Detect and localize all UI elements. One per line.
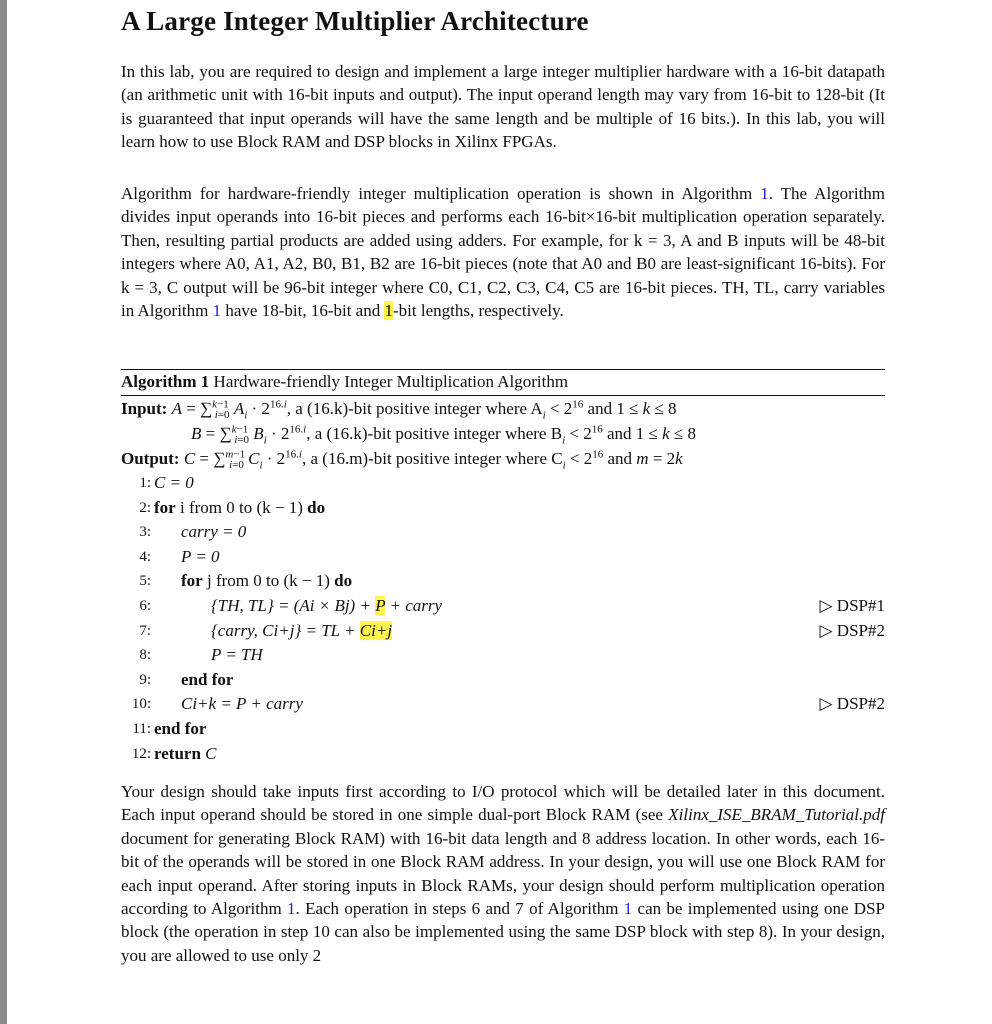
algorithm-link[interactable]: 1 [287, 899, 296, 919]
intro-paragraph-2 [121, 182, 885, 322]
algorithm-line [121, 643, 885, 668]
text: can be implemented using one DSP block (the operation in step 10 can also be implemented using the same DSP block with step 8). In your design, you are allowed to use only 2 [121, 899, 885, 965]
text: have 18-bit, 16-bit and [221, 301, 385, 321]
line-text: j from 0 to (k − 1) [202, 571, 335, 591]
algorithm-output: Output: C = ∑$^{m-1}_{i=0}$ $C_i \cdot 2^{16.i}$, a (16.m)-bit positive integer where $C_i < 2^{16}$ and m = 2k [121, 448, 683, 472]
line-text: {carry, Ci+j} = TL + [211, 620, 360, 640]
input-b-text: , a (16.k)-bit positive integer where B [306, 424, 563, 443]
highlighted-text: 1 [384, 301, 393, 321]
algorithm-label: Algorithm 1 [121, 372, 210, 391]
page-title: A Large Integer Multiplier Architecture [121, 6, 589, 36]
line-comment: ▷ DSP#2 [819, 694, 885, 714]
text: Your design should take inputs first according to I/O protocol which will be detailed later in this document. Each input operand should be stored in one simple dual-port Block RAM (see [121, 782, 885, 825]
algorithm-line [121, 569, 885, 594]
algorithm-line [121, 520, 885, 545]
intro-paragraph-1: In this lab, you are required to design and implement a large integer multiplier hardware with a 16-bit datapath (an arithmetic unit with 16-bit inputs and output). The input operand length may vary from 16-bit to 128-bit (It is guaranteed that input operands will have the same length and be multiple of 16 bits.). In this lab, you will learn how to use Block RAM and DSP blocks in Xilinx FPGAs. [121, 62, 885, 152]
line-keyword: end for [154, 718, 207, 738]
file-name: Xilinx_ISE_BRAM_Tutorial.pdf [668, 805, 885, 825]
line-text: P = 0 [181, 546, 220, 566]
line-text: {TH, TL} = (Ai × Bj) + [211, 595, 376, 615]
line-number: 7: [139, 622, 151, 639]
algorithm-line [121, 692, 885, 717]
line-number: 5: [139, 573, 151, 590]
window-edge [0, 0, 7, 1024]
line-text: carry = 0 [181, 522, 247, 542]
algorithm-link[interactable]: 1 [212, 301, 222, 321]
text: . Each operation in steps 6 and 7 of Algorithm [295, 899, 624, 919]
line-number: 4: [139, 548, 151, 565]
line-text: C = 0 [154, 473, 194, 492]
line-number: 2: [139, 499, 151, 516]
algorithm-caption [121, 370, 885, 395]
line-keyword: do [307, 497, 326, 517]
line-number: 9: [139, 671, 151, 688]
line-number: 11: [132, 720, 151, 737]
algorithm-line [121, 545, 885, 570]
line-comment: ▷ DSP#2 [819, 620, 885, 640]
input-a-text: , a (16.k)-bit positive integer where A [286, 399, 543, 418]
text: document for generating Block RAM) with 16-bit data length and 8 address location. In other words, each 16-bit of the operands will be stored in one Block RAM address. In your design, you will use one Block RAM for each input operand. After storing inputs in Block RAMs, your design should perform multiplication operation according to Algorithm [121, 828, 885, 919]
line-keyword: do [334, 571, 353, 591]
algorithm-input-b: B = ∑$^{k-1}_{i=0}$ $B_i \cdot 2^{16.i}$, a (16.k)-bit positive integer where $B_i < 2^{16}$ and 1 ≤ k ≤ 8 [191, 423, 696, 447]
line-number: 10: [131, 696, 151, 713]
line-keyword: end for [181, 669, 234, 689]
line-text: + carry [385, 595, 443, 615]
line-number: 3: [139, 524, 151, 541]
line-keyword: return [154, 743, 201, 763]
highlighted-text: P [375, 595, 386, 615]
algorithm-link[interactable]: 1 [623, 899, 633, 919]
line-number: 8: [139, 647, 151, 664]
algorithm-line [121, 619, 885, 644]
algorithm-line [121, 668, 885, 693]
algorithm-link[interactable]: 1 [760, 184, 769, 203]
line-text: i from 0 to (k − 1) [175, 497, 308, 517]
line-number: 6: [139, 597, 151, 614]
line-number: 12: [131, 745, 151, 762]
line-comment: ▷ DSP#1 [819, 595, 885, 615]
algorithm-caption-text: Hardware-friendly Integer Multiplication Algorithm [213, 372, 569, 391]
text: -bit lengths, respectively. [392, 301, 564, 321]
input-keyword: Input: [121, 399, 168, 418]
line-text: C [200, 743, 217, 763]
line-number: 1: [139, 475, 151, 491]
highlighted-text: Ci+j [359, 620, 393, 640]
algorithm-line [121, 717, 885, 742]
line-text: P = TH [211, 645, 263, 665]
algorithm-line [121, 594, 885, 619]
algorithm-box [121, 369, 885, 766]
line-keyword: for [181, 571, 203, 591]
algorithm-line [121, 742, 885, 767]
text: . The Algorithm divides input operands into 16-bit pieces and performs each 16-bit×16-bit multiplication operation separately. Then, resulting partial products are added using adders. For example, for k = 3, A and B inputs will be 48-bit integers where A0, A1, A2, B0, B1, B2 are 16-bit pieces (note that A0 and B0 are least-significant 16-bits). For k = 3, C output will be 96-bit integer where C0, C1, C2, C3, C4, C5 are 16-bit pieces. TH, TL, carry variables in Algorithm [121, 184, 886, 321]
output-keyword: Output: [121, 449, 180, 468]
output-text: , a (16.m)-bit positive integer where C [301, 449, 563, 468]
algorithm-line [121, 471, 885, 496]
algorithm-input-a: Input: A = ∑$^{k-1}_{i=0}$ $A_i \cdot 2^{16.i}$, a (16.k)-bit positive integer where $A_i < 2^{16}$ and 1 ≤ k ≤ 8 [121, 398, 677, 422]
line-text: Ci+k = P + carry [181, 694, 303, 714]
algorithm-line [121, 496, 885, 521]
line-keyword: for [154, 497, 176, 517]
outro-paragraph [121, 780, 885, 967]
text: Algorithm for hardware-friendly integer multiplication operation is shown in Algorithm [121, 184, 761, 203]
